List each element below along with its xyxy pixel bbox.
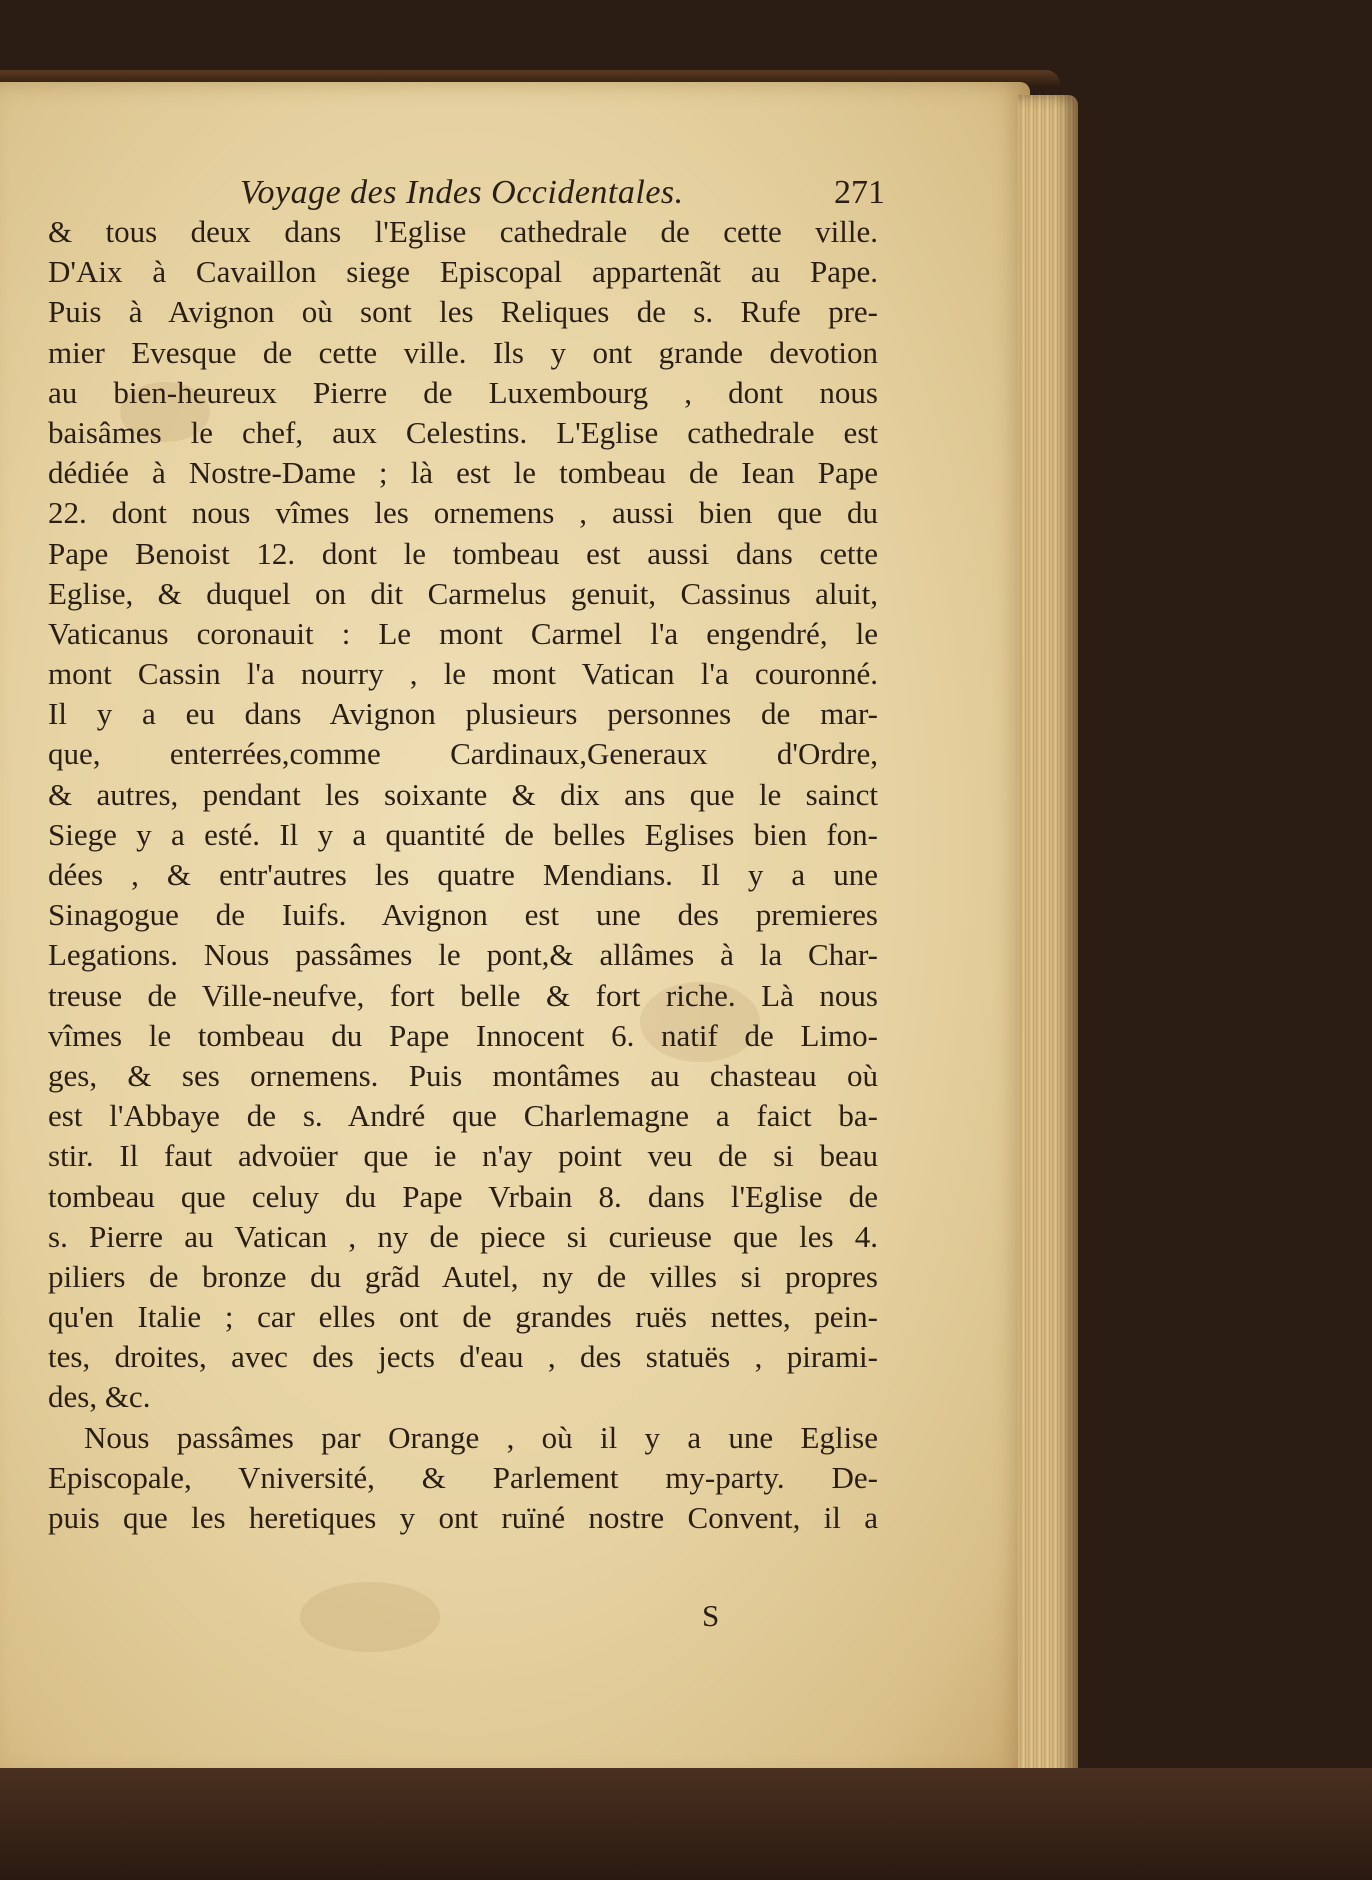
text-line: treuse de Ville-neufve, fort belle & fort riche. Là nous: [48, 977, 878, 1013]
text-line: puis que les heretiques y ont ruïné nostre Convent, il a: [48, 1500, 878, 1535]
text-line: que, enterrées,comme Cardinaux,Generaux d'Ordre,: [48, 736, 878, 772]
text-line: Legations. Nous passâmes le pont,& allâmes à la Char-: [48, 937, 878, 973]
text-line: des, &c.: [48, 1379, 151, 1415]
text-line: & tous deux dans l'Eglise cathedrale de cette ville.: [48, 214, 878, 249]
body-text: [48, 212, 878, 1538]
scan-background-bottom: [0, 1768, 1372, 1880]
foxing-stain: [300, 1582, 440, 1652]
text-line: qu'en Italie ; car elles ont de grandes ruës nettes, pein-: [48, 1299, 878, 1335]
page-content: [48, 168, 885, 1538]
text-line: est l'Abbaye de s. André que Charlemagne a faict ba-: [48, 1098, 878, 1134]
text-line: s. Pierre au Vatican , ny de piece si curieuse que les 4.: [48, 1218, 878, 1254]
text-line: stir. Il faut advoüer que ie n'ay point veu de si beau: [48, 1138, 878, 1174]
text-line: Nous passâmes par Orange , où il y a une Eglise: [84, 1419, 878, 1455]
page-header: [48, 168, 885, 212]
text-line: Il y a eu dans Avignon plusieurs personnes de mar-: [48, 696, 878, 732]
text-line: au bien-heureux Pierre de Luxembourg , dont nous: [48, 374, 878, 410]
text-line: Vaticanus coronauit : Le mont Carmel l'a engendré, le: [48, 615, 878, 651]
text-line: Sinagogue de Iuifs. Avignon est une des premieres: [48, 897, 878, 933]
text-line: 22. dont nous vîmes les ornemens , aussi bien que du: [48, 495, 878, 531]
text-line: mier Evesque de cette ville. Ils y ont grande devotion: [48, 334, 878, 370]
text-line: ges, & ses ornemens. Puis montâmes au chasteau où: [48, 1057, 878, 1093]
text-line: tombeau que celuy du Pape Vrbain 8. dans l'Eglise de: [48, 1178, 878, 1214]
text-line: dées , & entr'autres les quatre Mendians. Il y a une: [48, 857, 878, 892]
text-line: Eglise, & duquel on dit Carmelus genuit, Cassinus aluit,: [48, 575, 878, 611]
text-line: Puis à Avignon où sont les Reliques de s. Rufe pre-: [48, 294, 878, 330]
text-line: D'Aix à Cavaillon siege Episcopal appartenãt au Pape.: [48, 254, 878, 290]
text-line: piliers de bronze du grãd Autel, ny de villes si propres: [48, 1258, 878, 1294]
text-line: Episcopale, Vniversité, & Parlement my-party. De-: [48, 1459, 878, 1495]
page-number: 271: [834, 174, 885, 211]
text-line: & autres, pendant les soixante & dix ans que le sainct: [48, 776, 878, 812]
text-line: baisâmes le chef, aux Celestins. L'Eglise cathedrale est: [48, 414, 878, 450]
text-line: vîmes le tombeau du Pape Innocent 6. natif de Limo-: [48, 1017, 878, 1053]
text-line: Pape Benoist 12. dont le tombeau est aussi dans cette: [48, 535, 878, 571]
text-line: mont Cassin l'a nourry , le mont Vatican l'a couronné.: [48, 656, 878, 692]
text-line: tes, droites, avec des jects d'eau , des statuës , pirami-: [48, 1339, 878, 1375]
signature-mark: S: [702, 1598, 720, 1633]
page-fore-edge: [1018, 95, 1078, 1785]
text-line: dédiée à Nostre-Dame ; là est le tombeau de Iean Pape: [48, 455, 878, 491]
text-line: Siege y a esté. Il y a quantité de belles Eglises bien fon-: [48, 816, 878, 852]
running-head: Voyage des Indes Occidentales.: [240, 174, 684, 211]
